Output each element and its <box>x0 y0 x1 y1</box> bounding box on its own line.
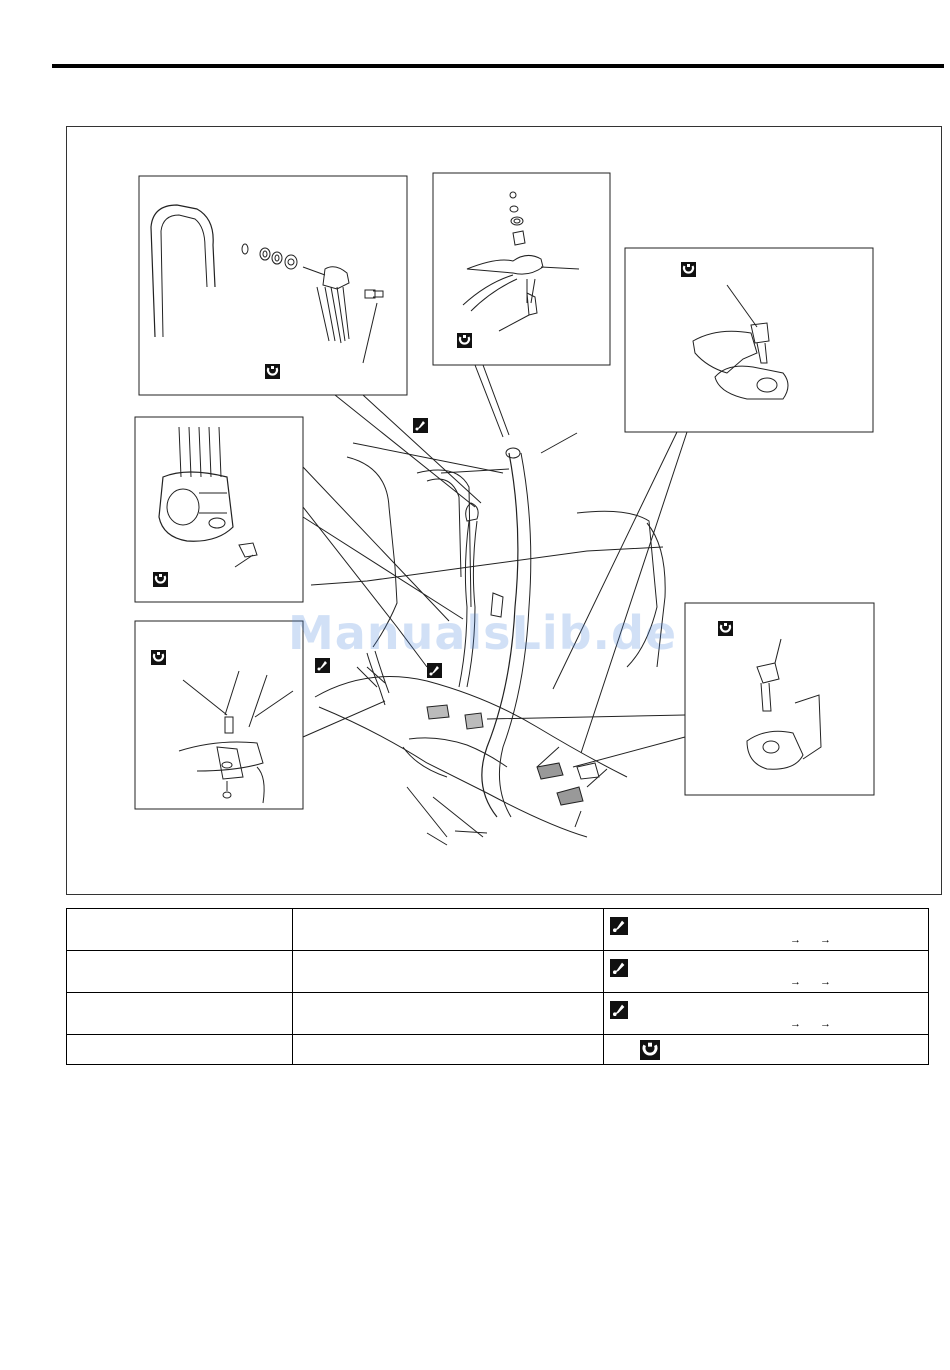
table-cell <box>293 951 604 993</box>
sequence-arrows: → → <box>790 934 840 946</box>
table-row <box>67 951 929 993</box>
table-cell <box>293 1035 604 1065</box>
inset-floor-anchor-bolt <box>685 603 874 795</box>
sequence-arrows: → → <box>790 1018 840 1030</box>
torque-icon <box>640 1040 660 1060</box>
table-row <box>67 1035 929 1065</box>
table-cell <box>293 993 604 1035</box>
table-cell <box>67 1035 293 1065</box>
table-cell <box>293 909 604 951</box>
grease-icon <box>610 1001 628 1019</box>
table-cell <box>604 951 929 993</box>
table-cell <box>604 909 929 951</box>
table-row <box>67 909 929 951</box>
grease-icon <box>610 917 628 935</box>
sequence-arrows: → → <box>790 976 840 988</box>
grease-icon <box>610 959 628 977</box>
spec-table <box>66 908 929 1065</box>
inset-lower-anchor-left <box>135 621 303 809</box>
table-cell <box>604 993 929 1035</box>
table-row <box>67 993 929 1035</box>
watermark: ManualsLib.de <box>288 606 678 660</box>
inset-floor-anchor-right <box>625 248 873 432</box>
table-cell <box>604 1035 929 1065</box>
inset-upper-anchor <box>139 176 407 395</box>
table-cell <box>67 951 293 993</box>
header-rule <box>52 64 944 68</box>
seat-belt-illustration <box>66 126 942 895</box>
table-cell <box>67 993 293 1035</box>
table-cell <box>67 909 293 951</box>
